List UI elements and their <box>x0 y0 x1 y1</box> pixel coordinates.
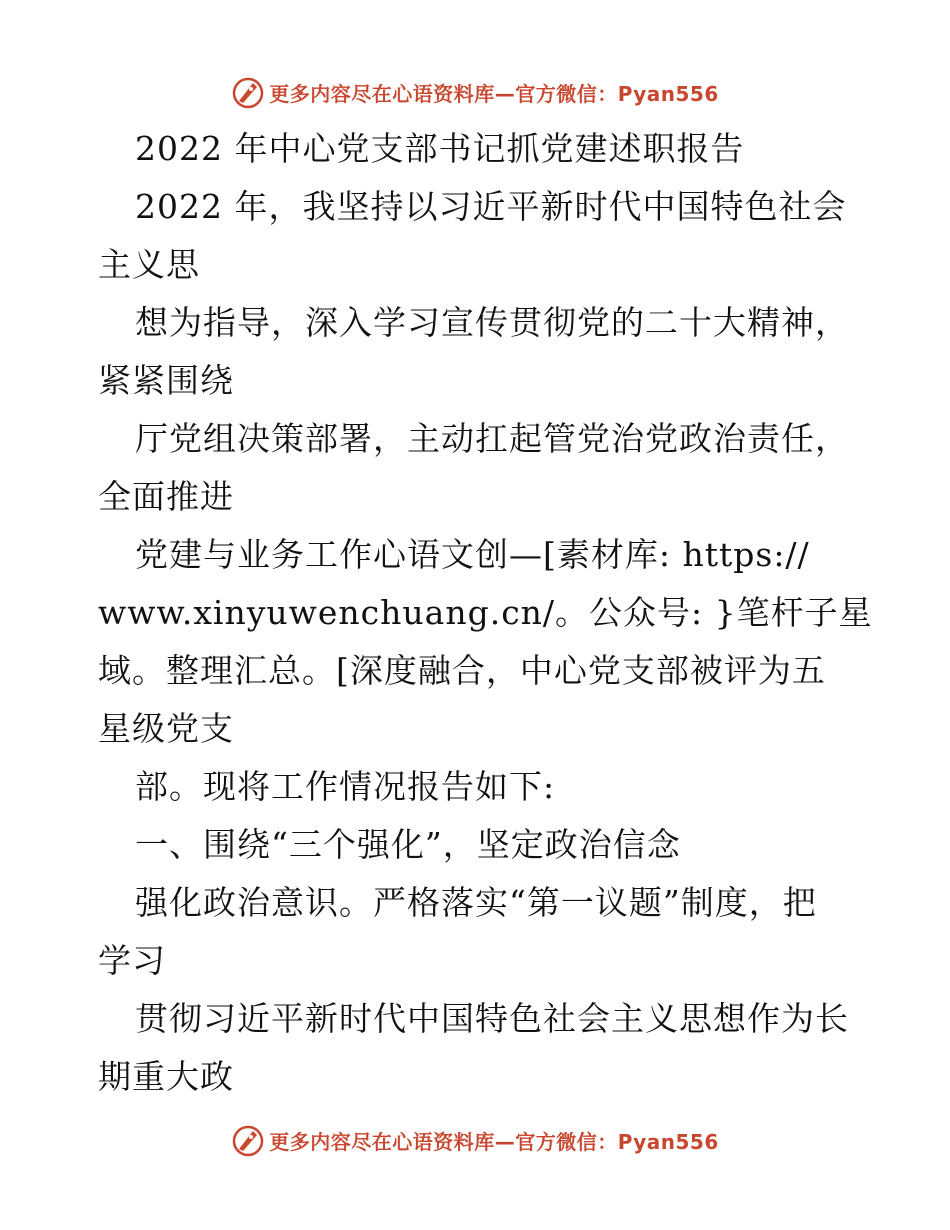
text-line: 2022 年中心党支部书记抓党建述职报告 <box>135 129 745 168</box>
text-line: 部。现将工作情况报告如下: <box>135 767 556 806</box>
text-line: 强化政治意识。严格落实“第一议题”制度，把 <box>135 883 817 922</box>
text-line: 学习 <box>98 941 166 980</box>
text-line: www.xinyuwenchuang.cn/。公众号: }笔杆子星 <box>98 593 873 632</box>
text-line: 紧紧围绕 <box>98 361 234 400</box>
text-line: 想为指导，深入学习宣传贯彻党的二十大精神， <box>135 303 849 342</box>
pen-nib-logo-icon <box>231 75 265 109</box>
text-line: 贯彻习近平新时代中国特色社会主义思想作为长 <box>135 999 849 1038</box>
text-line: 一、围绕“三个强化”，坚定政治信念 <box>135 825 681 864</box>
text-line: 主义思 <box>98 245 200 284</box>
document-body <box>98 120 878 1106</box>
footer-banner <box>0 1120 950 1160</box>
text-line: 2022 年，我坚持以习近平新时代中国特色社会 <box>135 187 847 226</box>
header-banner <box>0 72 950 112</box>
banner-text: 更多内容尽在心语资料库—官方微信：Pyan556 <box>269 1129 719 1154</box>
text-line: 期重大政 <box>98 1057 234 1096</box>
text-line: 域。整理汇总。[深度融合，中心党支部被评为五 <box>98 651 826 690</box>
text-line: 星级党支 <box>98 709 234 748</box>
text-line: 党建与业务工作心语文创—[素材库: https:// <box>135 535 810 574</box>
text-line: 全面推进 <box>98 477 234 516</box>
text-line: 厅党组决策部署，主动扛起管党治党政治责任， <box>135 419 849 458</box>
pen-nib-logo-icon <box>231 1123 265 1157</box>
banner-text: 更多内容尽在心语资料库—官方微信：Pyan556 <box>269 81 719 106</box>
